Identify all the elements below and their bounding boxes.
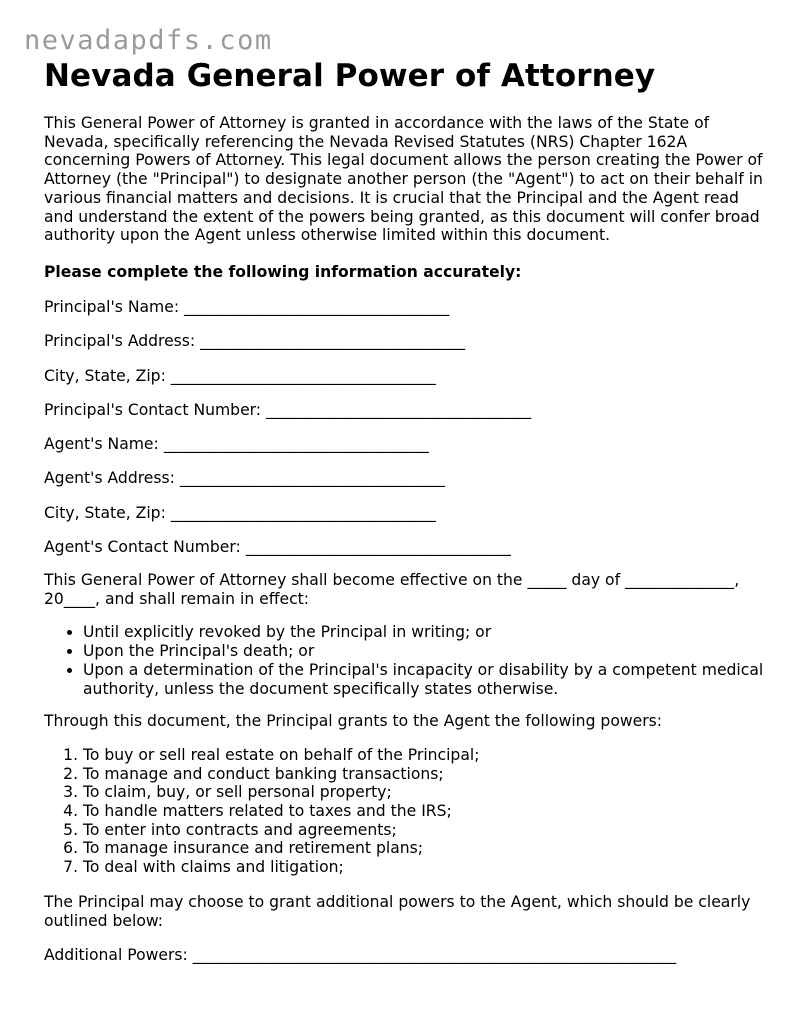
list-item: • Until explicitly revoked by the Principal in writing; or: [83, 623, 764, 642]
list-item: 6. To manage insurance and retirement plans;: [83, 839, 764, 858]
list-item: 1. To buy or sell real estate on behalf of the Principal;: [83, 746, 764, 765]
principal-city-state-zip-field[interactable]: City, State, Zip: __________________________________: [44, 366, 436, 385]
grants-paragraph: Through this document, the Principal grants to the Agent the following powers:: [44, 712, 662, 731]
list-item: • Upon the Principal's death; or: [83, 642, 764, 661]
agent-city-state-zip-field[interactable]: City, State, Zip: __________________________________: [44, 503, 436, 522]
info-fields: [44, 297, 764, 557]
list-item: 5. To enter into contracts and agreements;: [83, 821, 764, 840]
agent-name-field[interactable]: Agent's Name: __________________________________: [44, 435, 429, 454]
list-item: 4. To handle matters related to taxes and the IRS;: [83, 802, 764, 821]
list-item: 2. To manage and conduct banking transactions;: [83, 765, 764, 784]
list-item: 3. To claim, buy, or sell personal property;: [83, 783, 764, 802]
agent-address-field[interactable]: Agent's Address: __________________________________: [44, 469, 445, 488]
powers-list: [44, 746, 764, 877]
list-item: 7. To deal with claims and litigation;: [83, 858, 764, 877]
principal-address-field[interactable]: Principal's Address: __________________________________: [44, 332, 466, 351]
principal-name-field[interactable]: Principal's Name: __________________________________: [44, 297, 450, 316]
document-page: [44, 56, 764, 965]
additional-powers-field[interactable]: Additional Powers: ______________________________________________________________: [44, 946, 677, 965]
effective-date-paragraph[interactable]: This General Power of Attorney shall become effective on the _____ day of ______________, 20____, and shall remain in effect:: [44, 571, 740, 608]
instruction-heading: Please complete the following information accurately:: [44, 262, 522, 281]
document-title: Nevada General Power of Attorney: [44, 58, 656, 94]
intro-paragraph: This General Power of Attorney is granted in accordance with the laws of the State of Nevada, specifically referencing the Nevada Revised Statutes (NRS) Chapter 162A concerning Powers of Attorney. This legal document allows the person creating the Power of Attorney (the "Principal") to designate another person (the "Agent") to act on their behalf in various financial matters and decisions. It is crucial that the Principal and the Agent read and understand the extent of the powers being granted, as this document will confer broad authority upon the Agent unless otherwise limited within this document.: [44, 114, 763, 245]
additional-powers-paragraph: The Principal may choose to grant additional powers to the Agent, which should be clearly outlined below:: [44, 892, 751, 930]
principal-contact-field[interactable]: Principal's Contact Number: __________________________________: [44, 400, 532, 419]
agent-contact-field[interactable]: Agent's Contact Number: __________________________________: [44, 538, 511, 556]
conditions-list: [44, 623, 764, 698]
list-item: • Upon a determination of the Principal's incapacity or disability by a competent medical authority, unless the document specifically states otherwise.: [83, 661, 764, 698]
watermark: nevadapdfs.com: [24, 25, 273, 56]
